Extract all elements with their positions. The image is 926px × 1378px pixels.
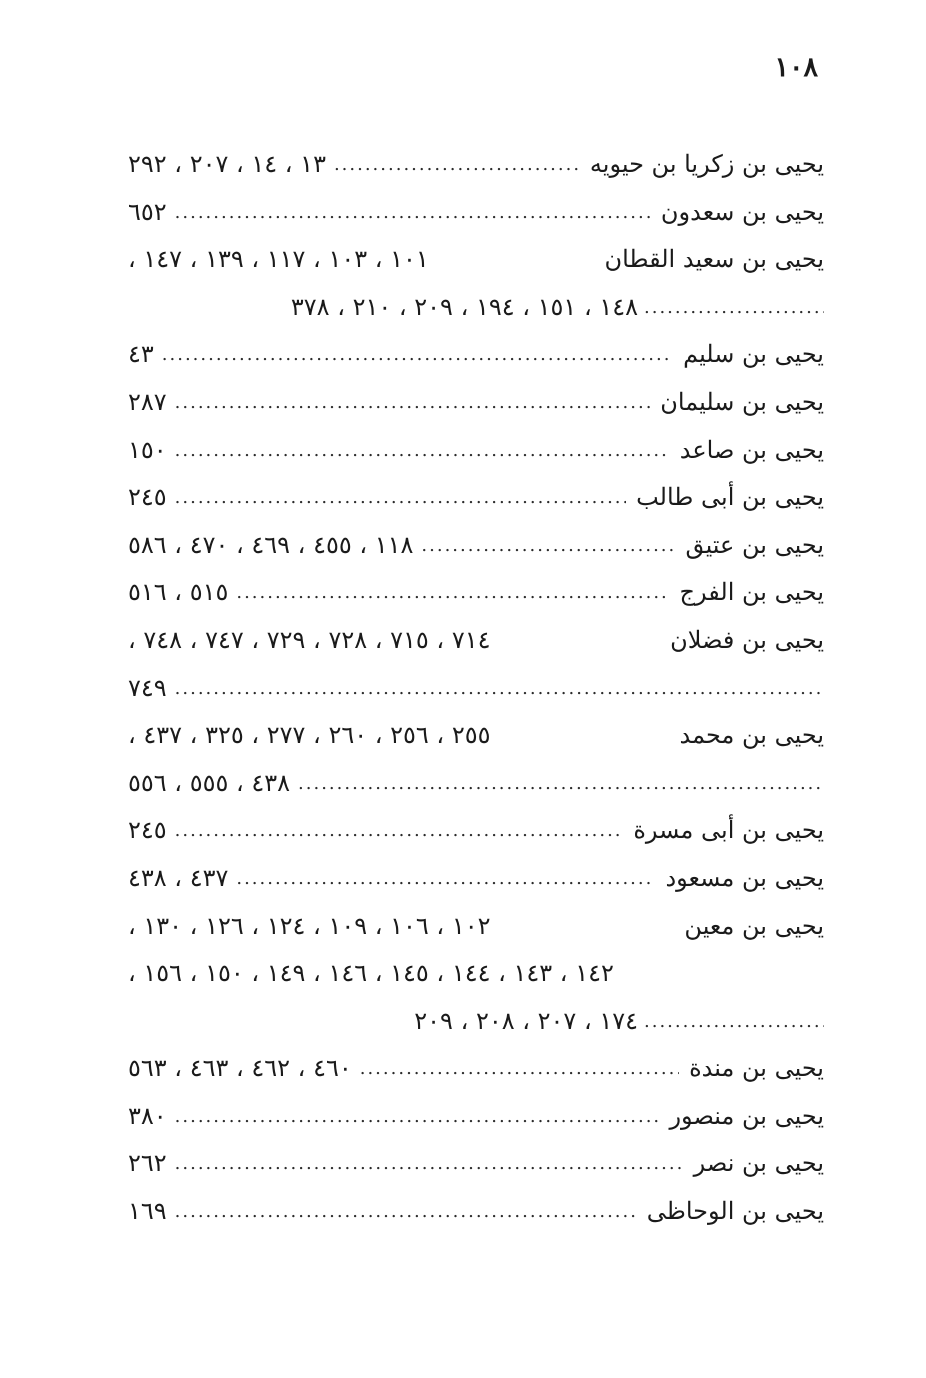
dot-leader	[644, 998, 824, 1046]
entry-name: يحيى بن صاعد	[679, 435, 824, 464]
dot-leader	[175, 1140, 684, 1188]
entry-name: يحيى بن أبى طالب	[636, 483, 824, 512]
entry-pages: ٥١٥ ، ٥١٦	[128, 578, 229, 607]
entry-pages: ١٥٠	[128, 435, 167, 464]
entry-pages: ٢٥٥ ، ٢٥٦ ، ٢٦٠ ، ٢٧٧ ، ٣٢٥ ، ٤٣٧ ،	[128, 721, 491, 750]
dot-leader	[175, 427, 670, 475]
entry-name: يحيى بن معين	[684, 911, 824, 940]
entry-name: يحيى بن سليم	[683, 340, 824, 369]
index-entry-line	[128, 474, 824, 522]
index-entry-line	[128, 427, 824, 475]
index-entry-line	[128, 141, 824, 189]
entry-name: يحيى بن مندة	[689, 1054, 824, 1083]
entry-pages: ١٦٩	[128, 1197, 167, 1226]
dot-leader	[334, 141, 580, 189]
dot-leader	[175, 1093, 660, 1141]
index-entry-line	[128, 617, 824, 665]
dot-leader	[175, 379, 651, 427]
dot-leader	[175, 1188, 637, 1236]
dot-leader	[236, 569, 669, 617]
entry-pages: ١١٨ ، ٤٥٥ ، ٤٦٩ ، ٤٧٠ ، ٥٨٦	[128, 530, 414, 559]
dot-leader	[360, 1045, 679, 1093]
index-entry-line	[128, 379, 824, 427]
index-entry-line	[128, 1140, 824, 1188]
entry-pages: ٤٣	[128, 340, 154, 369]
dot-leader	[162, 331, 673, 379]
entry-pages: ١٣ ، ١٤ ، ٢٠٧ ، ٢٩٢	[128, 150, 326, 178]
entry-pages: ٢٦٢	[128, 1149, 167, 1178]
dot-leader	[175, 474, 626, 522]
entry-name: يحيى بن منصور	[669, 1101, 824, 1130]
index-entry-line	[128, 569, 824, 617]
index-entry-line	[128, 1188, 824, 1236]
dot-leader	[236, 855, 655, 903]
entry-pages: ٧١٤ ، ٧١٥ ، ٧٢٨ ، ٧٢٩ ، ٧٤٧ ، ٧٤٨ ،	[128, 625, 491, 654]
entry-name: يحيى بن سعدون	[660, 197, 824, 226]
entry-pages: ١٤٢ ، ١٤٣ ، ١٤٤ ، ١٤٥ ، ١٤٦ ، ١٤٩ ، ١٥٠ ، ١٥٦ ،	[128, 959, 614, 988]
entry-pages: ٣٨٠	[128, 1101, 167, 1130]
dot-leader	[175, 807, 624, 855]
entry-name: يحيى بن سعيد القطان	[604, 245, 824, 274]
page-number: ١٠٨	[774, 52, 818, 83]
index-entries	[128, 141, 824, 1236]
entry-pages: ٢٨٧	[128, 387, 167, 416]
entry-name: يحيى بن أبى مسرة	[633, 816, 824, 845]
index-entry-line	[128, 284, 824, 332]
entry-pages: ٤٣٨ ، ٥٥٥ ، ٥٥٦	[128, 768, 291, 797]
index-entry-line	[128, 665, 824, 713]
entry-name: يحيى بن فضلان	[670, 625, 824, 654]
index-entry-line	[128, 236, 824, 284]
entry-name: يحيى بن مسعود	[665, 863, 824, 892]
entry-pages: ١٠٢ ، ١٠٦ ، ١٠٩ ، ١٢٤ ، ١٢٦ ، ١٣٠ ،	[128, 911, 491, 940]
index-entry-line	[128, 903, 824, 951]
index-entry-line	[128, 998, 824, 1046]
entry-pages: ١٧٤ ، ٢٠٧ ، ٢٠٨ ، ٢٠٩	[414, 1006, 638, 1035]
entry-name: يحيى بن محمد	[679, 721, 824, 750]
index-entry-line	[128, 760, 824, 808]
entry-name: يحيى بن سليمان	[660, 387, 824, 416]
entry-name: يحيى بن زكريا بن حيويه	[589, 150, 824, 178]
entry-name: يحيى بن الوحاظى	[646, 1197, 824, 1226]
index-entry-line	[128, 807, 824, 855]
dot-leader	[175, 665, 824, 713]
index-entry-line	[128, 712, 824, 760]
entry-name: يحيى بن نصر	[693, 1149, 824, 1178]
dot-leader	[644, 284, 824, 332]
index-entry-line	[128, 1045, 824, 1093]
entry-pages: ٢٤٥	[128, 483, 167, 512]
index-entry-line	[128, 522, 824, 570]
index-entry-line	[128, 855, 824, 903]
index-entry-line	[128, 1093, 824, 1141]
entry-pages: ٤٦٠ ، ٤٦٢ ، ٤٦٣ ، ٥٦٣	[128, 1054, 352, 1083]
entry-pages: ١٤٨ ، ١٥١ ، ١٩٤ ، ٢٠٩ ، ٢١٠ ، ٣٧٨	[290, 292, 638, 321]
entry-pages: ٧٤٩	[128, 673, 167, 702]
entry-pages: ٦٥٢	[128, 197, 167, 226]
entry-pages: ١٠١ ، ١٠٣ ، ١١٧ ، ١٣٩ ، ١٤٧ ،	[128, 245, 429, 274]
entry-name: يحيى بن عتيق	[685, 530, 824, 559]
index-entry-line	[128, 331, 824, 379]
dot-leader	[298, 760, 824, 808]
index-entry-line	[128, 950, 824, 998]
dot-leader	[421, 522, 675, 570]
dot-leader	[175, 189, 651, 237]
entry-name: يحيى بن الفرج	[679, 578, 824, 607]
entry-pages: ٤٣٧ ، ٤٣٨	[128, 863, 229, 892]
entry-pages: ٢٤٥	[128, 816, 167, 845]
index-entry-line	[128, 189, 824, 237]
